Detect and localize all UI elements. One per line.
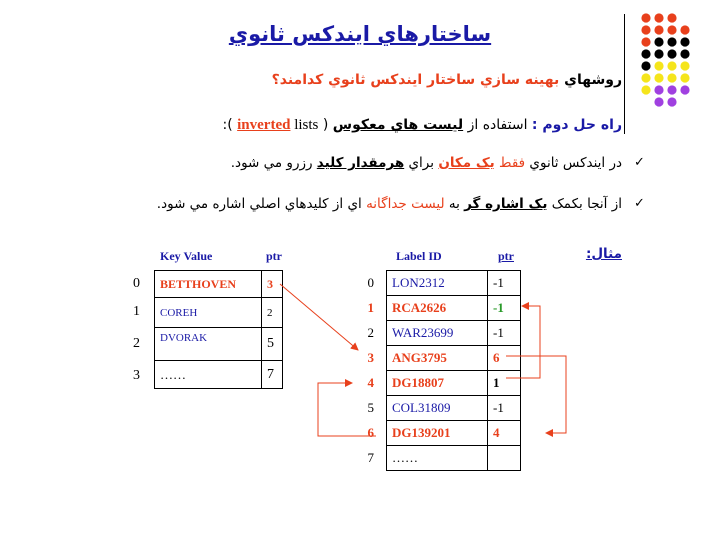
- right-ptr-3: 6: [488, 346, 521, 371]
- solution-text: استفاده از: [463, 117, 532, 133]
- example-label: مثال:: [585, 246, 622, 262]
- right-index-1: 1: [367, 300, 374, 315]
- left-index-0: 0: [133, 276, 140, 291]
- right-ptr-4: 1: [488, 371, 521, 396]
- arrow-row4-to-row1: [506, 306, 540, 378]
- right-label-1: RCA2626: [387, 296, 488, 321]
- solution-label: راه حل دوم :: [531, 117, 622, 133]
- bullet-1-text-a: در ايندكس ثانوي: [525, 155, 622, 171]
- right-index-6: 6: [367, 425, 374, 440]
- right-index-5: 5: [367, 400, 374, 415]
- bullet-1-text-d: براي: [404, 155, 439, 171]
- right-label-6: DG139201: [387, 421, 488, 446]
- left-header-ptr: ptr: [266, 249, 282, 263]
- left-key-1: COREH: [155, 298, 262, 328]
- page-title: ساختارهاي ايندكس ثانوي: [228, 22, 492, 46]
- bullet-1-text-c: يک مكان: [438, 155, 495, 171]
- bullet-2-text-b: يک اشاره گر: [464, 196, 548, 212]
- left-key-0: BETTHOVEN: [155, 271, 262, 298]
- left-ptr-1: 2: [262, 298, 283, 328]
- bullet-1-text-b: فقط: [494, 155, 526, 171]
- arrow-row3-to-row6: [506, 356, 566, 433]
- right-ptr-2: -1: [488, 321, 521, 346]
- question-prefix: روشهاي: [559, 72, 622, 88]
- left-header-key: Key Value: [160, 249, 213, 263]
- right-label-0: LON2312: [387, 271, 488, 296]
- right-label-5: COL31809: [387, 396, 488, 421]
- bullet-2-text-d: ليست جداگانه: [366, 196, 445, 212]
- bullet-1-text-e: هرمقدار كليد: [316, 155, 405, 171]
- right-header-label: Label ID: [396, 249, 442, 263]
- solution-bold: ليست هاي معكوس: [332, 117, 464, 133]
- right-index-0: 0: [367, 275, 374, 290]
- right-label-2: WAR23699: [387, 321, 488, 346]
- right-ptr-5: -1: [488, 396, 521, 421]
- check-icon: ✓: [634, 196, 645, 211]
- bullet-1-text-f: رزرو مي شود.: [230, 155, 317, 171]
- bullet-2-text-c: به: [444, 196, 465, 212]
- question-highlight: بهينه سازي ساختار ايندكس ثانوي كدامند؟: [271, 72, 560, 88]
- bullet-2-text-e: اي از كليدهاي اصلي اشاره مي شود.: [156, 196, 367, 212]
- right-label-4: DG18807: [387, 371, 488, 396]
- bullet-2-text-a: از آنجا بكمک: [547, 196, 622, 212]
- paren-open: (: [318, 117, 333, 133]
- right-index-7: 7: [367, 450, 374, 465]
- right-label-3: ANG3795: [387, 346, 488, 371]
- left-index-3: 3: [133, 368, 140, 383]
- right-header-ptr: ptr: [498, 249, 514, 263]
- inverted-term: inverted: [237, 117, 291, 133]
- arrow-row6-to-row4: [318, 383, 376, 436]
- left-key-2: DVORAK: [155, 328, 262, 361]
- left-index-2: 2: [133, 336, 140, 351]
- right-label-7: ……: [387, 446, 488, 471]
- paren-close: ):: [222, 117, 238, 133]
- arrow-key0-to-row3: [280, 284, 358, 350]
- right-ptr-6: 4: [488, 421, 521, 446]
- lists-term: lists: [290, 117, 319, 133]
- right-index-2: 2: [367, 325, 374, 340]
- right-index-3: 3: [367, 350, 374, 365]
- left-ptr-0: 3: [262, 271, 283, 298]
- right-index-4: 4: [367, 375, 374, 390]
- check-icon: ✓: [634, 155, 645, 170]
- left-index-1: 1: [133, 304, 140, 319]
- left-key-3: ……: [155, 361, 262, 389]
- right-ptr-1: -1: [488, 296, 521, 321]
- left-ptr-3: 7: [262, 361, 283, 389]
- right-ptr-0: -1: [488, 271, 521, 296]
- left-ptr-2: 5: [262, 328, 283, 361]
